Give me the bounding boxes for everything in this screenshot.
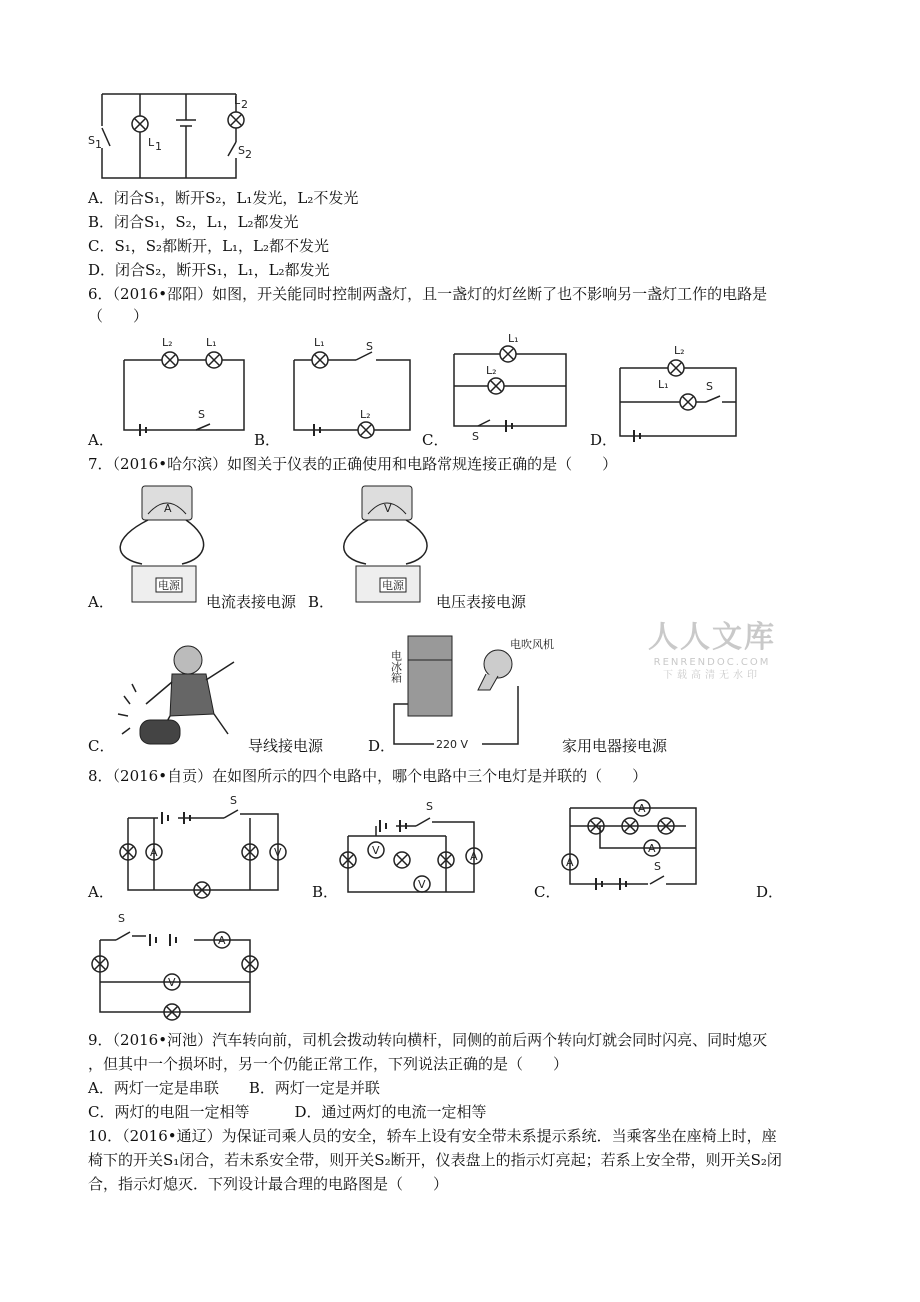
q10-stem-line3: 合，指示灯熄灭．下列设计最合理的电路图是（ ） — [88, 1175, 449, 1193]
svg-text:S: S — [426, 800, 433, 813]
svg-text:V: V — [384, 502, 392, 515]
svg-text:L₁: L₁ — [206, 336, 217, 349]
q8-label-b: B． — [312, 883, 339, 901]
q6-circuit-b — [290, 338, 414, 442]
q6-paren: （ ） — [88, 307, 149, 325]
svg-text:S: S — [198, 408, 205, 421]
q6-label-b: B． — [254, 431, 281, 449]
svg-text:V: V — [418, 878, 426, 891]
q6-circuit-d — [616, 340, 740, 444]
svg-text:S: S — [366, 340, 373, 353]
q9-options-row2: C．两灯的电阻一定相等 D．通过两灯的电流一定相等 — [88, 1103, 487, 1121]
q6-circuit-c — [450, 332, 570, 443]
q7-caption-b: 电压表接电源 — [436, 593, 527, 611]
q5-s2-label: S — [238, 144, 245, 157]
q8-stem: 8．（2016•自贡）在如图所示的四个电路中，哪个电路中三个电灯是并联的（ ） — [88, 767, 648, 785]
q7-label-a: A． — [88, 593, 114, 611]
q10-stem-line2: 椅下的开关S₁闭合，若未系安全带，则开关S₂断开，仪表盘上的指示灯亮起；若系上安全带，则开关S₂闭 — [88, 1151, 782, 1169]
svg-text:S: S — [230, 794, 237, 807]
q8-circuit-a — [118, 794, 288, 898]
svg-text:A: A — [218, 934, 226, 947]
q8-circuit-c — [556, 796, 706, 896]
svg-text:L₁: L₁ — [508, 332, 519, 345]
watermark: 人人文库 RENRENDOC.COM 下载高清无水印 — [648, 620, 776, 681]
svg-text:电吹风机: 电吹风机 — [510, 638, 554, 651]
q7-caption-d: 家用电器接电源 — [562, 737, 668, 755]
svg-text:A: A — [470, 850, 478, 863]
svg-text:S: S — [472, 430, 479, 443]
svg-text:220 V: 220 V — [436, 738, 469, 751]
svg-text:L₂: L₂ — [360, 408, 371, 421]
q5-option-a: A．闭合S₁，断开S₂，L₁发光，L₂不发光 — [88, 189, 359, 207]
svg-text:S: S — [118, 912, 125, 925]
q7-ammeter-figure — [112, 478, 212, 608]
svg-text:V: V — [168, 976, 176, 989]
svg-text:L₂: L₂ — [162, 336, 173, 349]
q5-s1-label: S — [88, 134, 95, 147]
svg-text:电源: 电源 — [158, 579, 180, 592]
svg-text:A: A — [648, 842, 656, 855]
q9-stem-line1: 9．（2016•河池）汽车转向前，司机会拨动转向横杆，同侧的前后两个转向灯就会同时闪亮、同时熄灭 — [88, 1031, 768, 1049]
q6-label-d: D． — [590, 431, 618, 449]
q6-label-c: C． — [422, 431, 449, 449]
svg-text:S: S — [654, 860, 661, 873]
q6-label-a: A． — [88, 431, 114, 449]
q7-appliance-figure — [390, 630, 560, 752]
q7-caption-c: 导线接电源 — [248, 737, 324, 755]
svg-text:1: 1 — [95, 138, 102, 151]
q5-option-d: D．闭合S₂，断开S₁，L₁，L₂都发光 — [88, 261, 330, 279]
svg-text:1: 1 — [155, 140, 162, 153]
q10-stem-line1: 10．（2016•通辽）为保证司乘人员的安全，轿车上设有安全带未系提示系统．当乘客坐在座椅上时，座 — [88, 1127, 777, 1145]
q8-label-c: C． — [534, 883, 561, 901]
svg-text:V: V — [274, 846, 282, 859]
q8-circuit-d — [90, 910, 266, 1020]
svg-text:V: V — [372, 844, 380, 857]
q7-label-b: B． — [308, 593, 335, 611]
q7-stem: 7．（2016•哈尔滨）如图关于仪表的正确使用和电路常规连接正确的是（ ） — [88, 455, 618, 473]
svg-text:L₁: L₁ — [314, 336, 325, 349]
svg-text:L₁: L₁ — [658, 378, 669, 391]
q5-l2-label: L — [234, 94, 241, 107]
q6-stem: 6．（2016•邵阳）如图，开关能同时控制两盏灯，且一盏灯的灯丝断了也不影响另一盏灯工作的电路是 — [88, 285, 768, 303]
q7-wire-short-figure — [110, 634, 250, 752]
q7-caption-a: 电流表接电源 — [206, 593, 297, 611]
q5-option-c: C．S₁，S₂都断开，L₁，L₂都不发光 — [88, 237, 330, 255]
q9-stem-line2: ，但其中一个损坏时，另一个仍能正常工作，下列说法正确的是（ ） — [88, 1055, 569, 1073]
svg-text:电冰箱: 电冰箱 — [389, 650, 403, 683]
svg-text:A: A — [164, 502, 172, 515]
svg-text:L₂: L₂ — [674, 344, 685, 357]
svg-text:2: 2 — [241, 98, 248, 111]
q8-circuit-b — [336, 800, 486, 900]
svg-text:A: A — [638, 802, 646, 815]
svg-text:A: A — [566, 856, 574, 869]
svg-text:L₂: L₂ — [486, 364, 497, 377]
q7-label-d: D． — [368, 737, 396, 755]
q7-label-c: C． — [88, 737, 115, 755]
q5-circuit-figure — [88, 86, 258, 186]
svg-text:电源: 电源 — [382, 579, 404, 592]
q5-option-b: B．闭合S₁，S₂，L₁，L₂都发光 — [88, 213, 299, 231]
svg-text:2: 2 — [245, 148, 252, 161]
q9-options-row1: A．两灯一定是串联 B．两灯一定是并联 — [88, 1079, 380, 1097]
q6-circuit-a — [118, 338, 248, 438]
q8-label-a: A． — [88, 883, 114, 901]
q8-label-d: D． — [756, 883, 784, 901]
svg-text:S: S — [706, 380, 713, 393]
svg-text:A: A — [150, 846, 158, 859]
q5-l1-label: L — [148, 136, 155, 149]
q7-voltmeter-figure — [336, 478, 436, 608]
